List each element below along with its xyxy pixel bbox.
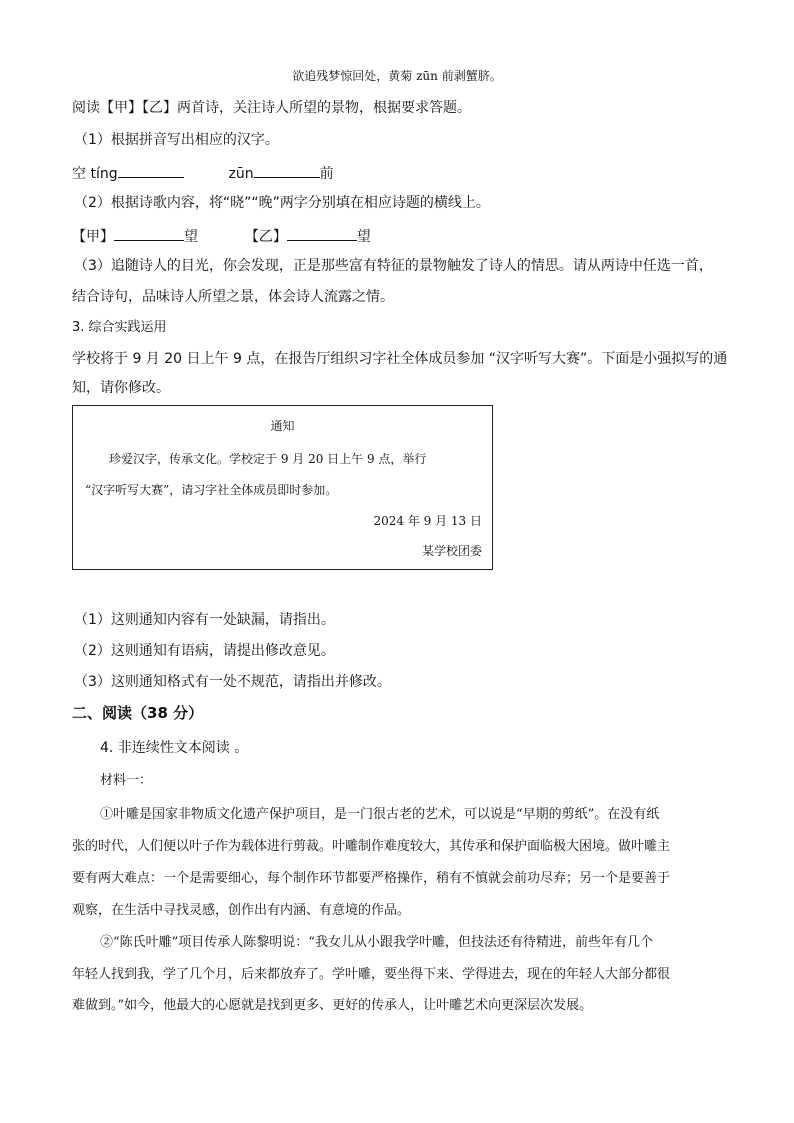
notice-body-line2: “汉字听写大赛”，请习字社全体成员即时参加。 [85,483,338,497]
section2-title: 二、阅读（38 分） [72,704,204,722]
notice-date: 2024 年 9 月 13 日 [373,514,482,528]
yi-suffix: 望 [356,229,371,245]
jia-label: 【甲】 [72,229,114,245]
jia-blank[interactable] [114,225,184,241]
jia-suffix: 望 [184,229,198,245]
p1-line3: 要有两大难点：一个是需要细心，每个制作环节都要严格操作，稍有不慎就会前功尽弃；另一个是要善于 [72,871,671,886]
q2-sub3-line2: 结合诗句，品味诗人所望之景，体会诗人流露之情。 [72,289,394,305]
notice-signature: 某学校团委 [421,544,482,558]
q4-title: 4. 非连续性文本阅读 。 [100,740,249,756]
poem-last-line: 欲追残梦惊回处，黄菊 zūn 前剥蟹脐。 [292,69,502,83]
notice-heading: 通知 [270,419,295,433]
material-label: 材料一： [100,773,153,788]
q2-intro: 阅读【甲】【乙】两首诗，关注诗人所望的景物，根据要求答题。 [72,100,471,116]
pinyin-a-prefix: 空 tíng [72,166,118,182]
p2-line2: 年轻人找到我，学了几个月，后来都放弃了。学叶雕，要坐得下来、学得进去，现在的年轻人大部分都很 [72,967,671,982]
pinyin-b-blank[interactable] [254,162,320,178]
pinyin-row [72,162,334,184]
q3-sub1: （1）这则通知内容有一处缺漏，请指出。 [74,612,335,628]
pinyin-a-blank[interactable] [118,162,184,178]
q3-sub2: （2）这则通知有语病，请提出修改意见。 [74,643,335,659]
yi-blank[interactable] [287,225,357,241]
title-fill-row [72,225,371,247]
pinyin-b-prefix: zūn [228,166,254,182]
q3-intro-line2: 知，请你修改。 [72,380,170,396]
q3-intro-line1: 学校将于 9 月 20 日上午 9 点，在报告厅组织习字社全体成员参加 “汉字听写大赛”。下面是小强拟写的通 [72,351,728,367]
yi-label: 【乙】 [244,229,287,245]
q3-sub3: （3）这则通知格式有一处不规范，请指出并修改。 [74,674,391,690]
notice-body-line1: 珍爱汉字，传承文化。学校定于 9 月 20 日上午 9 点，举行 [109,452,427,466]
q2-sub3-line1: （3）追随诗人的目光，你会发现，正是那些富有特征的景物触发了诗人的情思。请从两诗中任选一首， [74,258,713,274]
p2-line1: ②“陈氏叶雕”项目传承人陈黎明说：“我女儿从小跟我学叶雕，但技法还有待精进，前些年有几个 [100,935,653,950]
p1-line1: ①叶雕是国家非物质文化遗产保护项目，是一门很古老的艺术，可以说是“早期的剪纸”。在没有纸 [100,807,660,822]
notice-box [72,405,493,570]
p1-line2: 张的时代，人们便以叶子作为载体进行剪裁。叶雕制作难度较大，其传承和保护面临极大困境。做叶雕主 [72,839,671,854]
pinyin-b-suffix: 前 [319,166,334,182]
q2-sub1: （1）根据拼音写出相应的汉字。 [74,132,279,148]
q3-title: 3. 综合实践运用 [72,320,167,335]
p1-line4: 观察，在生活中寻找灵感，创作出有内涵、有意境的作品。 [72,903,411,918]
q2-sub2: （2）根据诗歌内容，将“晓”“晚”两字分别填在相应诗题的横线上。 [74,195,490,211]
p2-line3: 难做到。”如今，他最大的心愿就是找到更多、更好的传承人，让叶雕艺术向更深层次发展。 [72,998,593,1013]
